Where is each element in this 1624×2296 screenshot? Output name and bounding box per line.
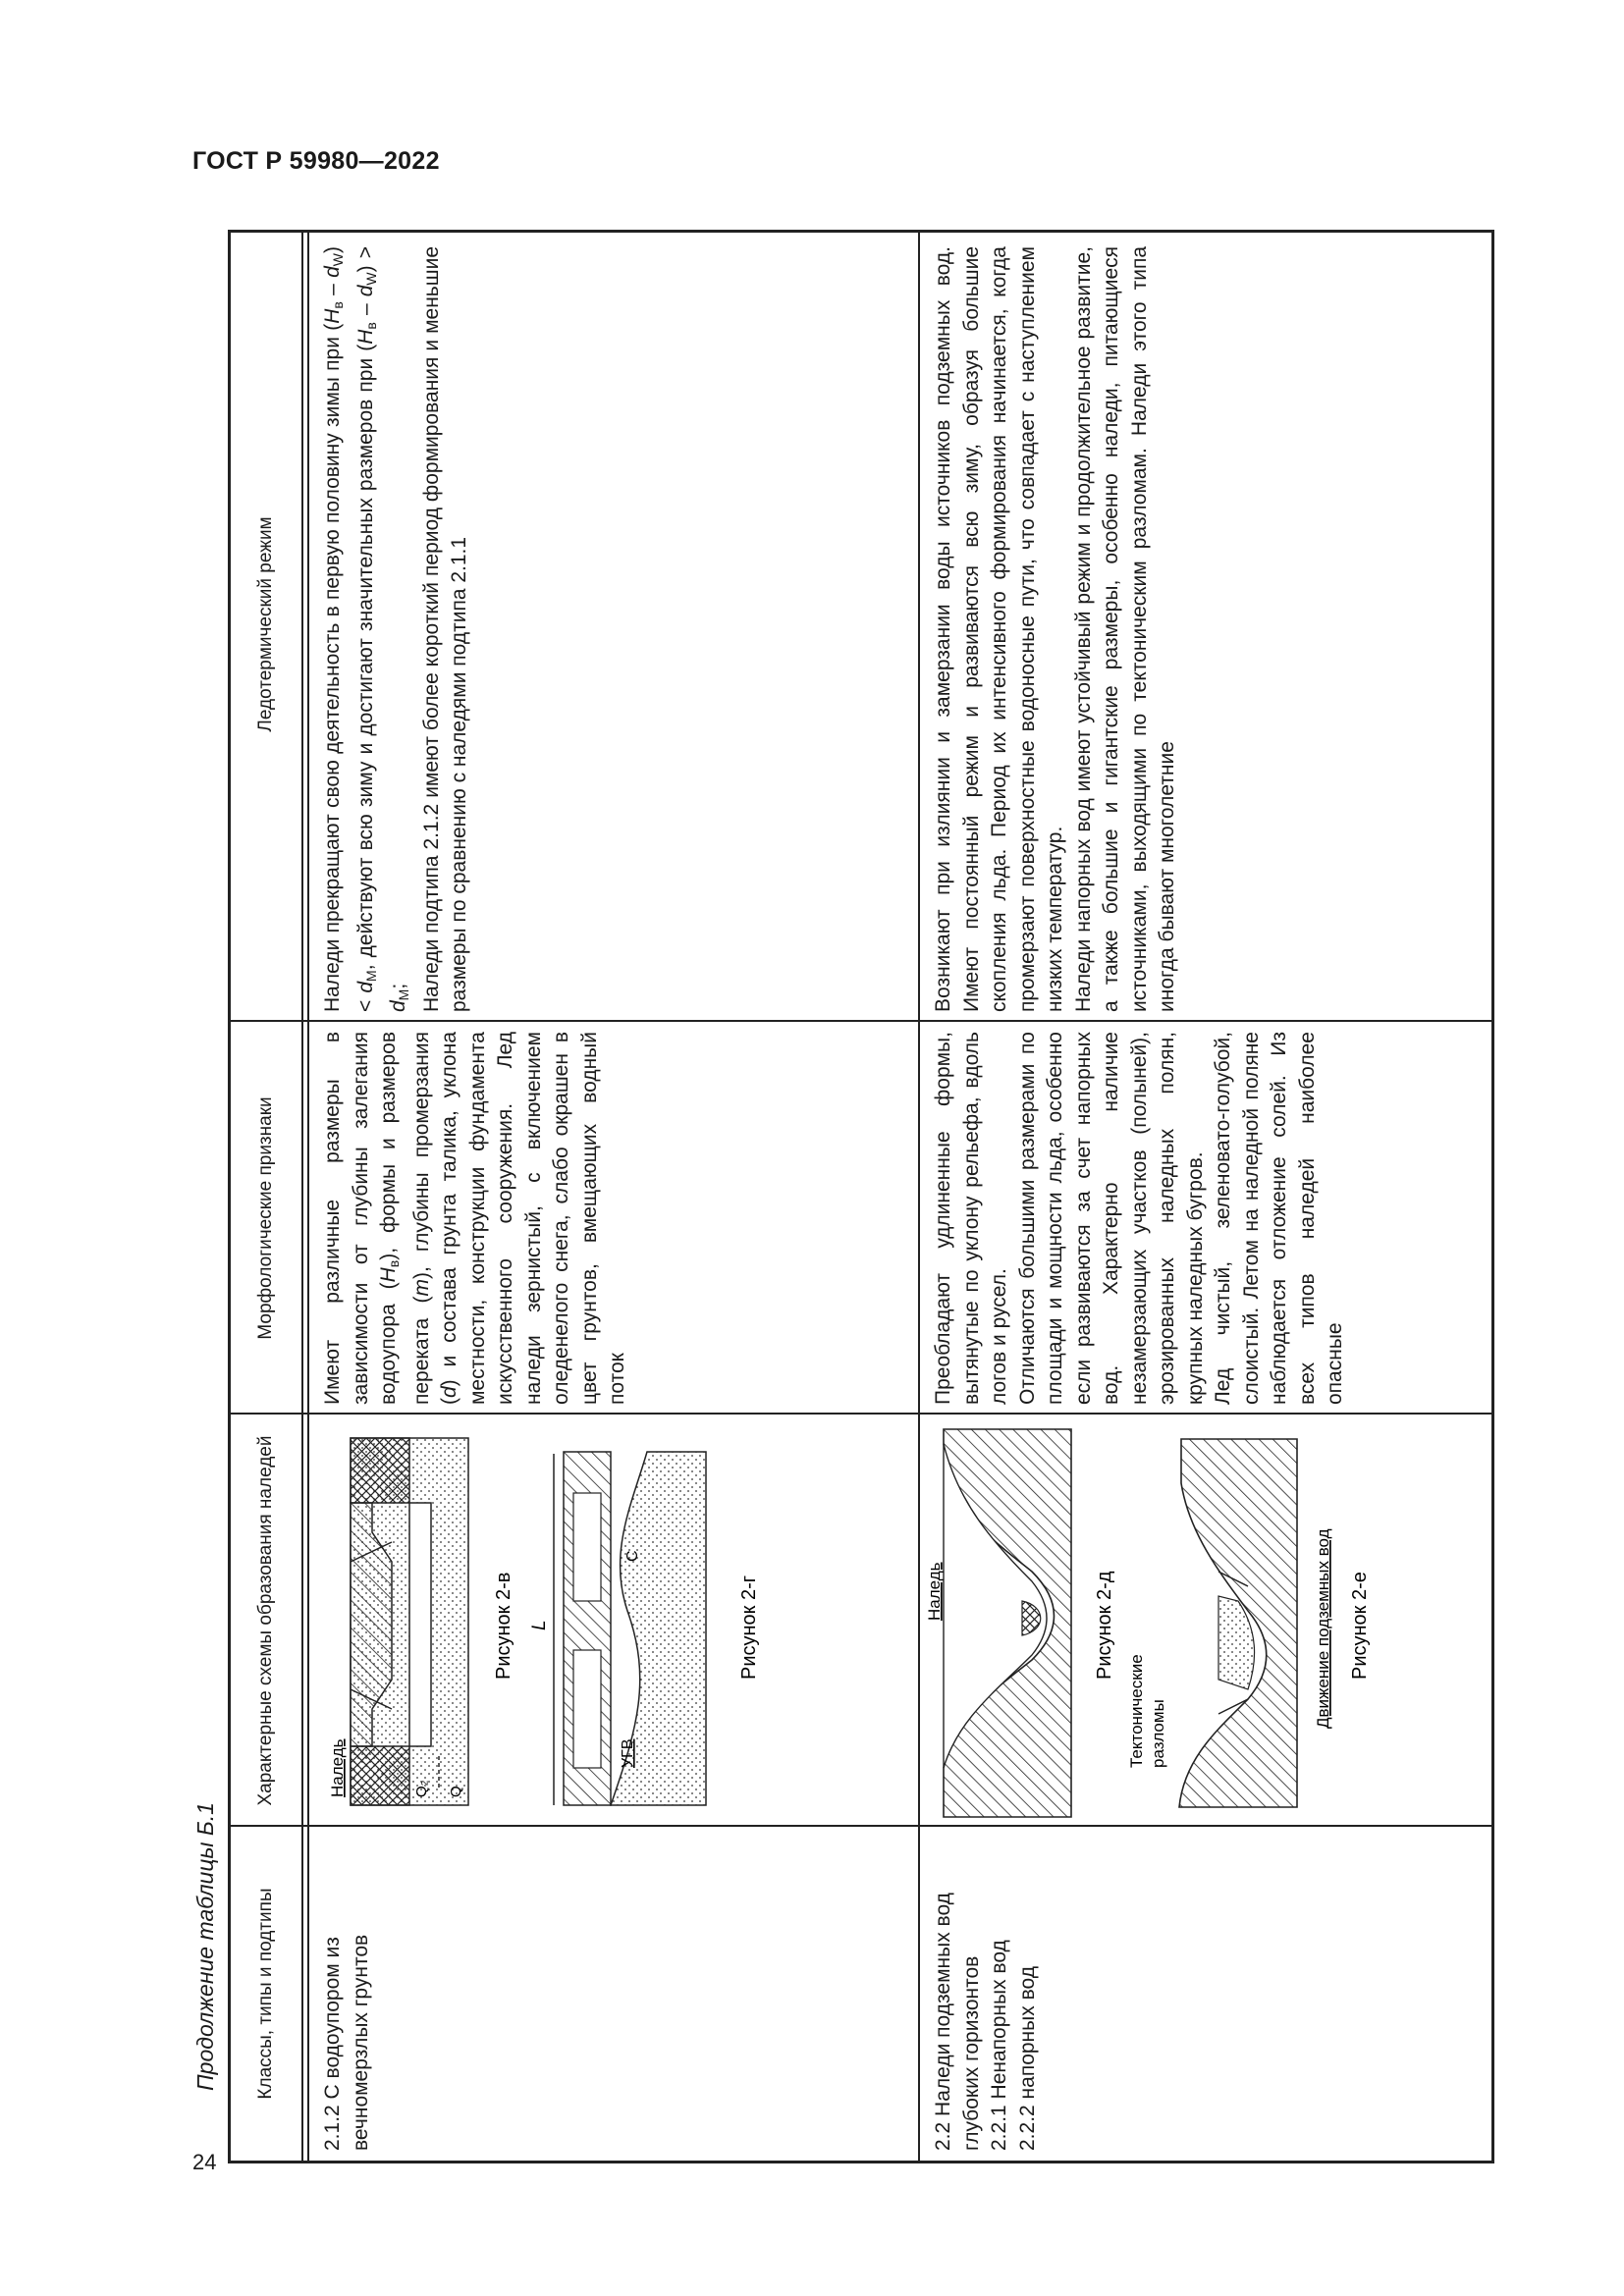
table-caption: Продолжение таблицы Б.1 xyxy=(192,1802,218,2091)
header-divider xyxy=(301,233,303,2161)
symbol-d: d xyxy=(321,266,344,278)
header-divider-2 xyxy=(307,233,309,2161)
fig2g-label-ugv: УГВ xyxy=(620,1738,636,1768)
fig2v-permafrost-right xyxy=(351,1438,409,1503)
row2-figures xyxy=(924,1415,1493,1827)
fig2e-label-tectonic-1: Тектонические xyxy=(1127,1654,1146,1768)
row2-class xyxy=(924,1827,1493,2161)
fig2v-label-q2: Q₂ xyxy=(413,1780,430,1797)
page-header: ГОСТ Р 59980—2022 xyxy=(192,147,440,175)
thermal-paragraph-2: Наледи подтипа 2.1.2 имеют более короткий период формирования и меньшие размеры по сравнению с наледями подтипа 2.1.1 xyxy=(419,246,470,1012)
row2-class-line: 2.2.2 напорных вод xyxy=(1015,1966,1039,2151)
page-number: 24 xyxy=(192,2150,217,2174)
row1-class-text: 2.1.2 С водоупором из вечномерзлых грунтов xyxy=(321,1934,372,2151)
column-header-thermal: Ледотермический режим xyxy=(255,516,276,732)
symbol-sub: M xyxy=(362,970,379,982)
row1-morphology xyxy=(313,1022,912,1415)
figure-2v xyxy=(328,1438,514,1805)
fig2v-permafrost-left xyxy=(351,1746,409,1805)
column-header-classes: Классы, типы и подтипы xyxy=(255,1888,276,2100)
symbol-d: d xyxy=(353,285,377,297)
rotated-table-wrapper xyxy=(228,230,1494,2163)
morph-text: ) и состава грунта талика, уклона местности, конструкции фундамента искусственного сооружения. Лед наледи зернистый, с включением оледенелого снега, слабо окрашен в цвет грунтов, вмещающих водный поток xyxy=(438,1032,628,1405)
thermal-text: ) < xyxy=(321,246,377,1012)
thermal-paragraph-2: Наледи напорных вод имеют устойчивый режим и продолжительное развитие, а также большие и гигантские размеры, особенно наледи, питающиеся источниками, выходящими по тектоническим разломам. Наледи этого типа иногда бывают многолетние xyxy=(1071,246,1178,1012)
symbol-sub: M xyxy=(396,988,411,1001)
symbol-sub: W xyxy=(330,253,346,267)
thermal-text: ; xyxy=(387,983,409,989)
row2-thermal xyxy=(924,227,1493,1022)
thermal-text: Наледи прекращают свою деятельность в первую половину зимы при ( xyxy=(321,323,344,1012)
fig2v-label-naled: Наледь xyxy=(328,1738,347,1797)
row2-morphology xyxy=(924,1022,1493,1415)
figure-2d xyxy=(925,1429,1115,1817)
fig2g-opening-2 xyxy=(573,1493,601,1601)
morph-paragraph-3: Лед чистый, зеленовато-голубой, слоистый. Летом на наледной поляне наблюдается отложение солей. Из всех типов наледей наиболее опасные xyxy=(1212,1032,1346,1405)
symbol-sub: в xyxy=(330,301,346,309)
morph-text: Имеют различные размеры в зависимости от глубины залегания водоупора ( xyxy=(321,1032,400,1405)
symbol-sub: в xyxy=(362,322,379,330)
symbol-d: d xyxy=(438,1386,460,1398)
row1-class xyxy=(313,1827,912,2161)
fig2e-label-tectonic-2: разломы xyxy=(1149,1699,1167,1768)
symbol-m: m xyxy=(409,1279,433,1297)
thermal-paragraph-1: Возникают при излиянии и замерзании воды источников подземных вод. Имеют постоянный режим и развиваются всю зиму, образуя большие скопления льда. Период их интенсивного формирования начинается, когда промерзают поверхностные водоносные пути, что совпадает с наступлением низких температур. xyxy=(932,246,1066,1012)
thermal-text: , действуют всю зиму и достигают значительных размеров при ( xyxy=(353,344,377,971)
fig2g-label-l: L xyxy=(529,1620,550,1630)
morph-paragraph-1: Преобладают удлиненные формы, вытянутые по уклону рельефа, вдоль логов и русел. xyxy=(932,1032,1010,1405)
thermal-paragraph-1 xyxy=(319,246,418,1012)
symbol-d: d xyxy=(353,981,377,993)
thermal-text: ) > xyxy=(353,246,377,273)
fig2e-label-groundwater: Движение подземных вод xyxy=(1314,1528,1332,1729)
symbol-h: H xyxy=(321,308,344,324)
column-header-morphology: Морфологические признаки xyxy=(255,1096,276,1340)
fig2e-caption: Рисунок 2-е xyxy=(1349,1572,1371,1680)
row2-class-line: 2.2.1 Ненапорных вод xyxy=(988,1940,1010,2151)
row2-class-line: 2.2 Наледи подземных вод глубоких горизонтов xyxy=(932,1893,983,2151)
fig2g-opening-1 xyxy=(573,1650,601,1768)
figure-2g xyxy=(529,1452,760,1805)
fig2v-caption: Рисунок 2-в xyxy=(493,1572,514,1680)
column-header-schemes: Характерные схемы образования наледей xyxy=(255,1435,276,1806)
morph-paragraph-2: Отличаются большими размерами по площади и мощности льда, особенно если развиваются за счет напорных вод. Характерно наличие незамерзающих участков (полыней), эрозированных наледных полян, крупных наледных бугров. xyxy=(1015,1032,1207,1405)
fig2v-channel xyxy=(409,1503,431,1746)
figure-2e xyxy=(1127,1439,1371,1807)
symbol-sub: W xyxy=(362,272,379,286)
morph-text: ), формы и размеров переката ( xyxy=(377,1032,433,1405)
symbol-h: H xyxy=(353,329,377,345)
fig2g-label-c: С xyxy=(624,1550,641,1562)
fig2d-label-naled: Наледь xyxy=(925,1562,944,1621)
symbol-sub: в xyxy=(386,1259,402,1268)
row1-figures xyxy=(313,1415,912,1827)
table xyxy=(228,230,1494,2163)
symbol-minus: – xyxy=(321,277,344,302)
morph-text: ), глубины промерзания ( xyxy=(409,1032,460,1405)
row1-thermal xyxy=(313,227,912,1022)
fig2v-label-q: Q xyxy=(448,1786,464,1797)
symbol-minus: – xyxy=(353,296,377,323)
fig2g-caption: Рисунок 2-г xyxy=(738,1575,760,1680)
symbol-h: H xyxy=(377,1267,400,1283)
fig2d-caption: Рисунок 2-д xyxy=(1094,1571,1115,1680)
row-divider xyxy=(918,233,920,2161)
symbol-d: d xyxy=(387,1000,409,1012)
